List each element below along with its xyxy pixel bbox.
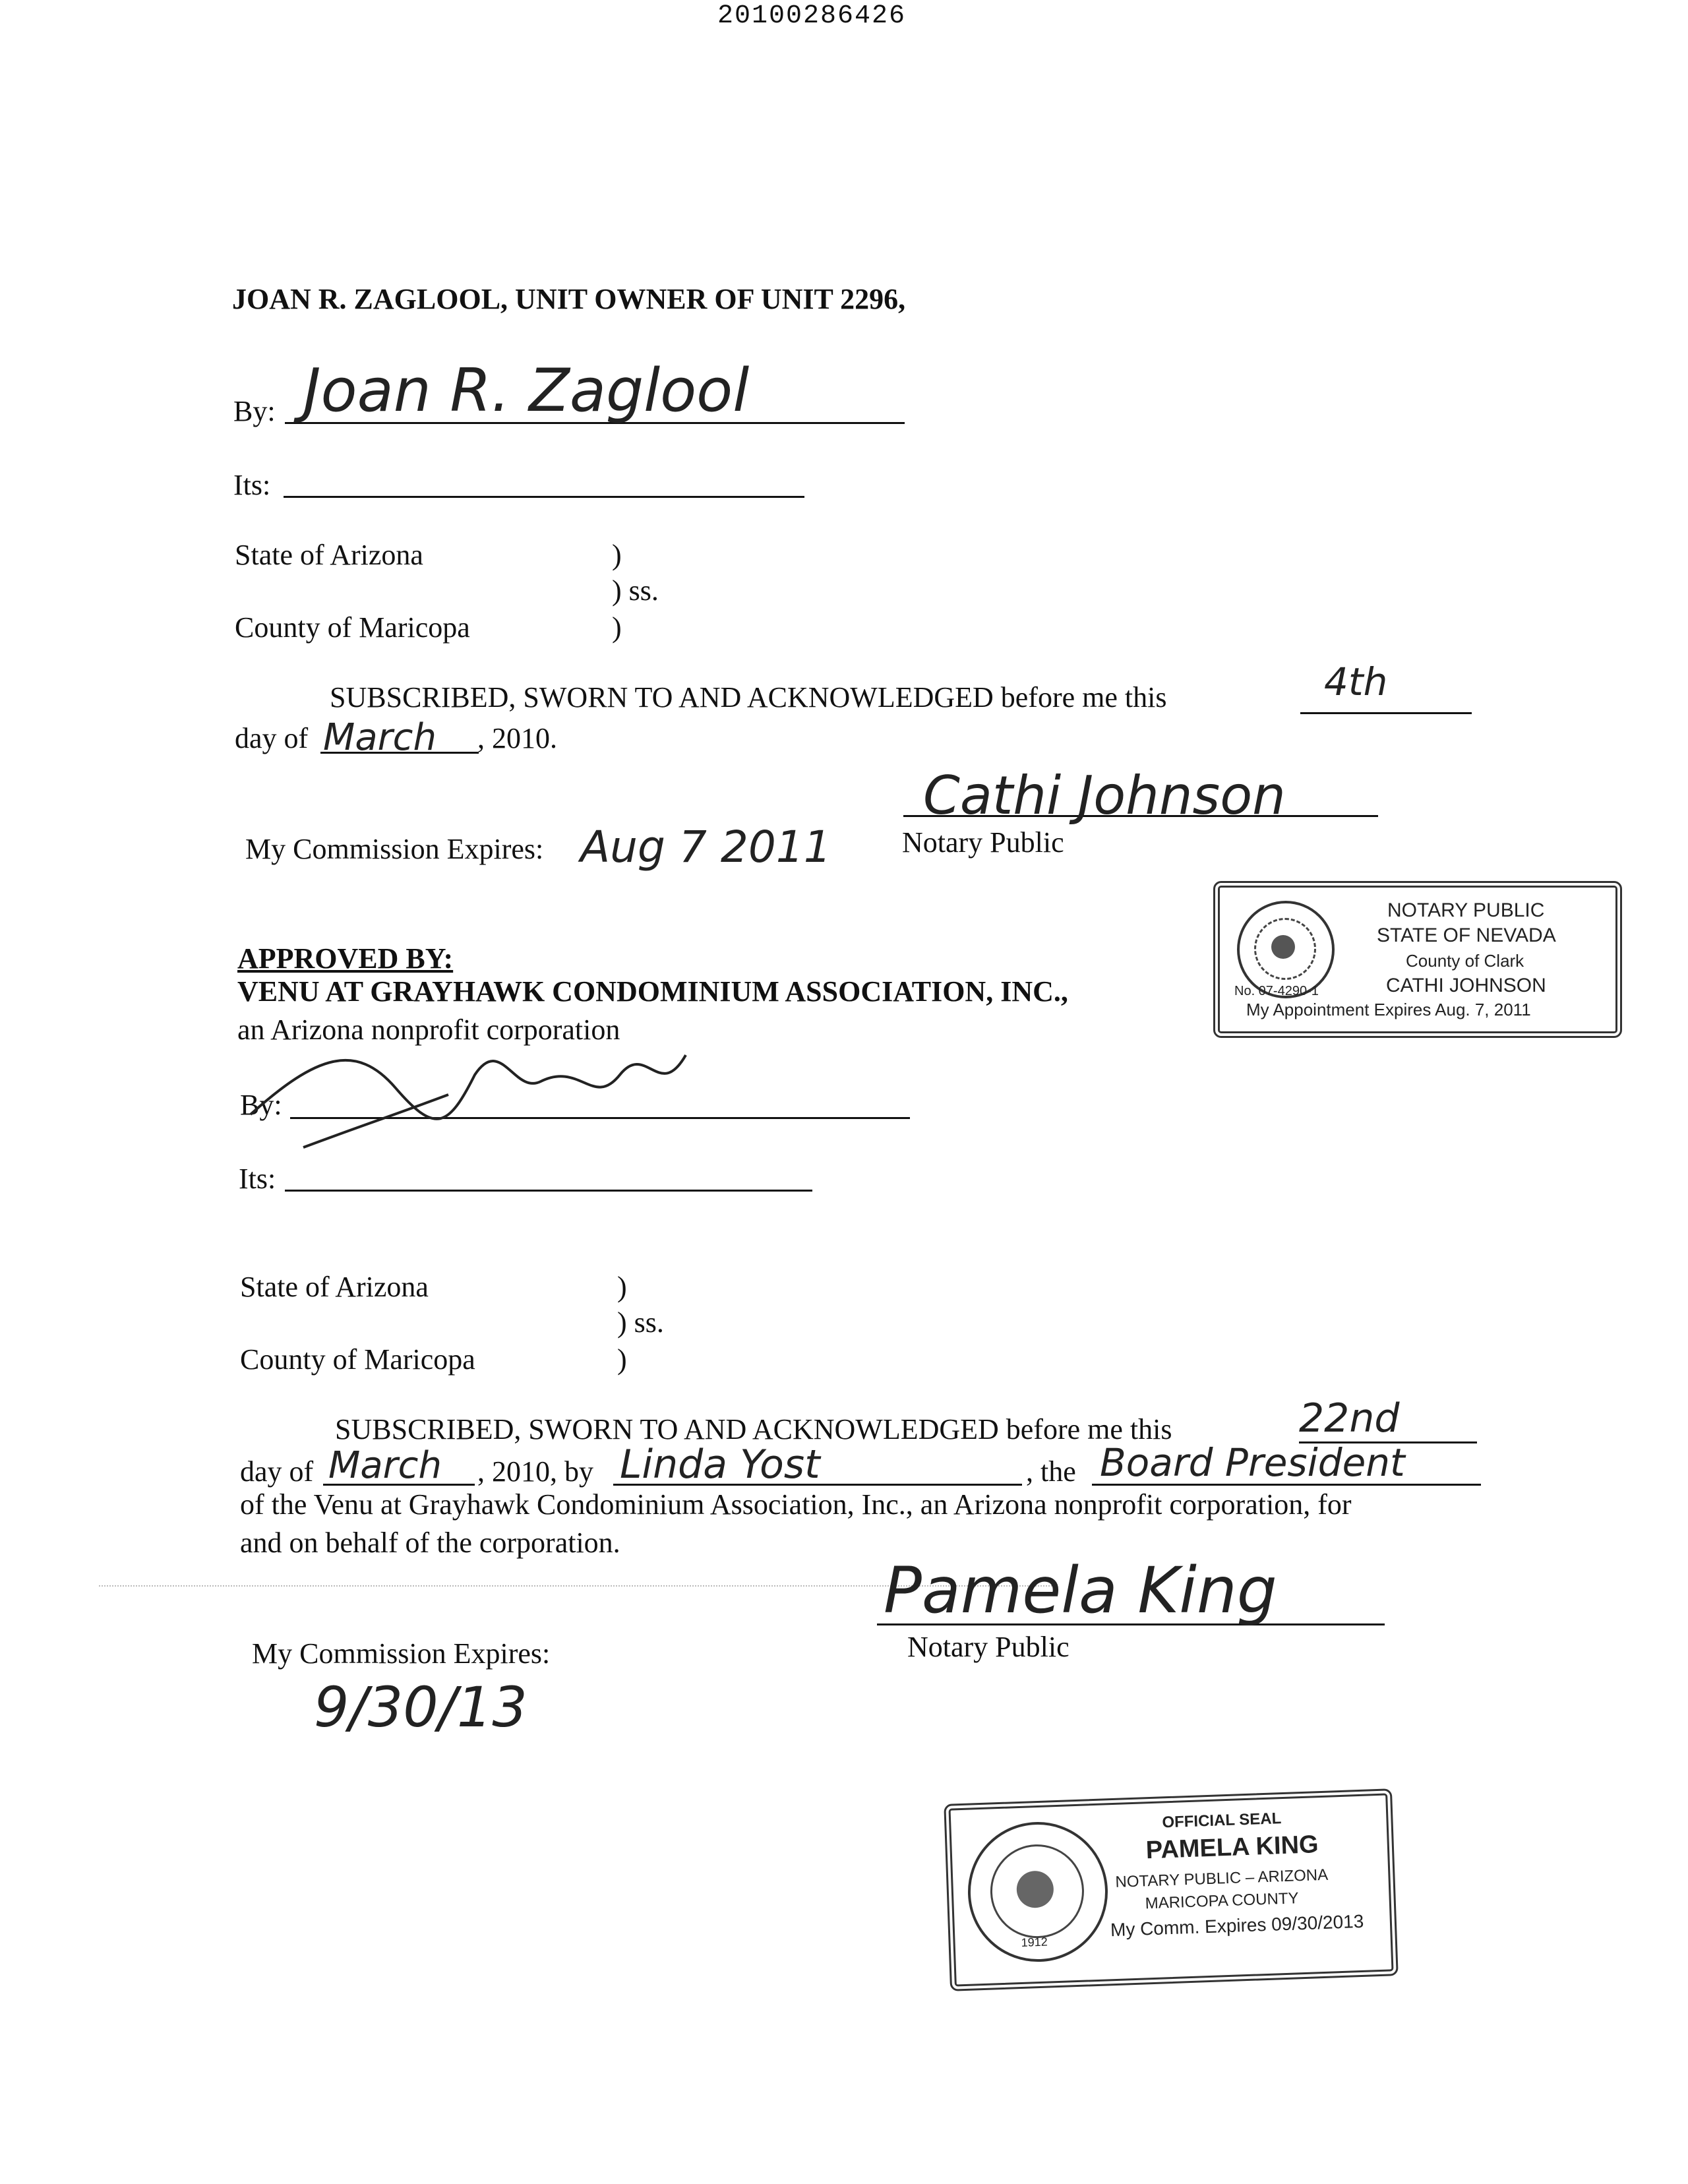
approved-by: APPROVED BY: xyxy=(237,942,454,975)
month-hand-2: March xyxy=(328,1444,442,1487)
its-label-1: Its: xyxy=(233,469,271,501)
name-hand-2: Linda Yost xyxy=(620,1441,820,1488)
paren-1a: ) xyxy=(612,539,622,571)
stamp2-line4: MARICOPA COUNTY xyxy=(1145,1889,1299,1913)
ss-1: ) ss. xyxy=(612,574,659,607)
month-hand-1: March xyxy=(323,716,437,759)
stamp2-line3: NOTARY PUBLIC – ARIZONA xyxy=(1115,1866,1329,1891)
stamp1-line3: County of Clark xyxy=(1406,951,1524,971)
its-line-1 xyxy=(284,496,804,498)
seal-year: 1912 xyxy=(1021,1935,1048,1949)
notary-stamp-nevada xyxy=(1213,881,1622,1038)
day-line-1 xyxy=(1300,712,1472,714)
paren-2a: ) xyxy=(617,1271,627,1303)
arizona-state-seal-icon xyxy=(965,1819,1110,1964)
paren-2b: ) xyxy=(617,1343,627,1376)
subscribed-2: SUBSCRIBED, SWORN TO AND ACKNOWLEDGED before me this xyxy=(335,1413,1172,1445)
county-2: County of Maricopa xyxy=(240,1343,475,1376)
association-line-2: of the Venu at Grayhawk Condominium Association, Inc., an Arizona nonprofit corporation, for xyxy=(240,1488,1352,1521)
year-by-2: , 2010, by xyxy=(477,1455,593,1488)
its-label-2: Its: xyxy=(239,1163,276,1195)
commission-label-2: My Commission Expires: xyxy=(252,1637,551,1670)
state-2: State of Arizona xyxy=(240,1271,429,1303)
by-label-1: By: xyxy=(233,395,276,427)
state-1: State of Arizona xyxy=(235,539,423,571)
by-label-2: By: xyxy=(240,1089,282,1121)
notary-signature-2: Pamela King xyxy=(884,1554,1277,1627)
association-signature xyxy=(224,1016,738,1161)
day-of-1: day of xyxy=(235,722,309,754)
notary-public-1: Notary Public xyxy=(902,826,1064,859)
its-line-2 xyxy=(285,1190,812,1192)
stamp1-line4: CATHI JOHNSON xyxy=(1386,975,1546,996)
commission-hand-2: 9/30/13 xyxy=(314,1675,528,1740)
stamp2-line5: My Comm. Expires 09/30/2013 xyxy=(1110,1910,1364,1941)
stamp2-line2: PAMELA KING xyxy=(1145,1831,1319,1865)
behalf-line-2: and on behalf of the corporation. xyxy=(240,1527,620,1559)
stamp2-line1: OFFICIAL SEAL xyxy=(1161,1809,1282,1832)
title-hand-2: Board President xyxy=(1100,1440,1405,1485)
association-name: VENU AT GRAYHAWK CONDOMINIUM ASSOCIATION, INC., xyxy=(237,975,1068,1008)
stamp1-line1: NOTARY PUBLIC xyxy=(1387,899,1545,921)
year-1: , 2010. xyxy=(477,722,557,754)
subscribed-1: SUBSCRIBED, SWORN TO AND ACKNOWLEDGED before me this xyxy=(330,681,1167,713)
stamp1-line2: STATE OF NEVADA xyxy=(1377,925,1556,946)
county-1: County of Maricopa xyxy=(235,611,470,644)
owner-heading: JOAN R. ZAGLOOL, UNIT OWNER OF UNIT 2296, xyxy=(232,283,906,315)
stamp1-expires: My Appointment Expires Aug. 7, 2011 xyxy=(1246,1000,1531,1019)
ss-2: ) ss. xyxy=(617,1306,664,1339)
day-hand-1: 4th xyxy=(1324,659,1388,704)
corp-type: an Arizona nonprofit corporation xyxy=(237,1014,620,1046)
commission-label-1: My Commission Expires: xyxy=(245,833,544,865)
notary-public-2: Notary Public xyxy=(907,1631,1070,1663)
commission-hand-1: Aug 7 2011 xyxy=(580,822,831,872)
paren-1b: ) xyxy=(612,611,622,644)
notary-signature-1: Cathi Johnson xyxy=(923,765,1286,826)
stamp1-number: No. 07-4290-1 xyxy=(1234,984,1319,998)
the-2: , the xyxy=(1026,1455,1076,1488)
official-seal-stamp-arizona xyxy=(944,1788,1398,1991)
day-of-2: day of xyxy=(240,1455,314,1488)
owner-signature: Joan R. Zaglool xyxy=(303,356,750,425)
document-number: 20100286426 xyxy=(717,1,907,31)
day-hand-2: 22nd xyxy=(1299,1395,1400,1441)
